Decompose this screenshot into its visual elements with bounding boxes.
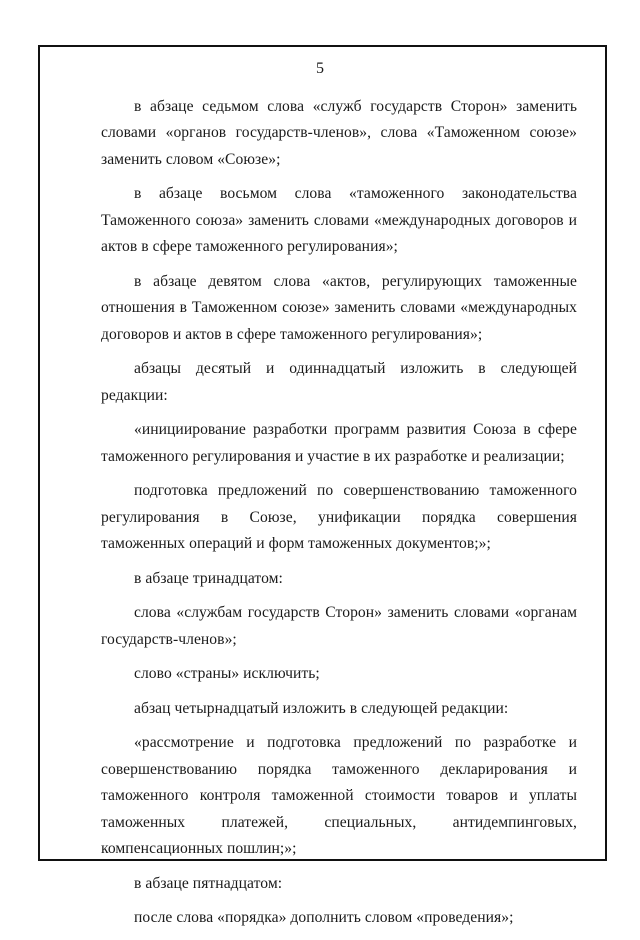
paragraph: подготовка предложений по совершенствованию таможенного регулирования в Союзе, унификации порядка совершения таможенных операций и форм таможенных документов;»; (101, 482, 577, 553)
paragraph: слова «службам государств Сторон» заменить словами «органам государств-членов»; (101, 604, 577, 648)
paragraph: «рассмотрение и подготовка предложений по разработке и совершенствованию порядка таможенного декларирования и таможенного контроля таможенной стоимости товаров и уплаты таможенных платежей, специальных, антидемпинговых, компенсационных пошлин;»; (101, 734, 577, 858)
page-number: 5 (316, 60, 324, 77)
paragraph: слово «страны» исключить; (134, 665, 320, 683)
paragraph: «инициирование разработки программ развития Союза в сфере таможенного регулирования и участие в их разработке и реализации; (101, 421, 577, 465)
paragraph: абзацы десятый и одиннадцатый изложить в следующей редакции: (101, 360, 577, 404)
document-body (101, 94, 577, 940)
paragraph: в абзаце седьмом слова «служб государств Сторон» заменить словами «органов государств-членов», слова «Таможенном союзе» заменить словом «Союзе»; (101, 98, 577, 168)
paragraph: в абзаце восьмом слова «таможенного законодательства Таможенного союза» заменить словами «международных договоров и актов в сфере таможенного регулирования»; (101, 185, 577, 256)
paragraph: абзац четырнадцатый изложить в следующей редакции: (134, 699, 509, 717)
paragraph: в абзаце девятом слова «актов, регулирующих таможенные отношения в Таможенном союзе» заменить словами «международных договоров и актов в сфере таможенного регулирования»; (101, 272, 577, 343)
paragraph: в абзаце тринадцатом: (134, 569, 283, 587)
paragraph: в абзаце пятнадцатом: (134, 874, 283, 892)
paragraph: после слова «порядка» дополнить словом «проведения»; (134, 909, 514, 927)
